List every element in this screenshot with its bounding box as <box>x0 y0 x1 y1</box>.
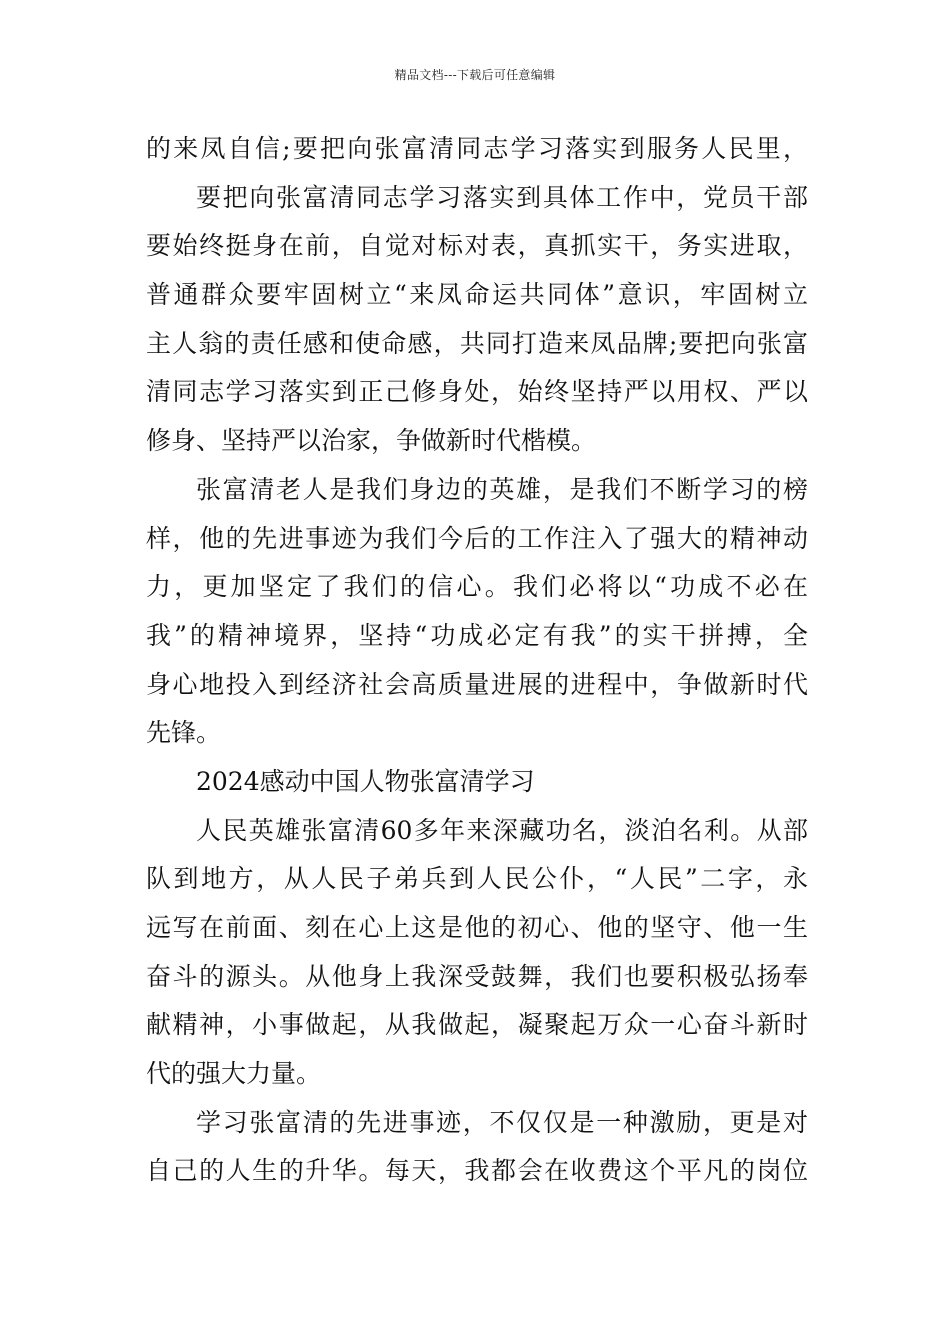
text-line: 队到地方，从人民子弟兵到人民公仆，“人民”二字，永 <box>146 864 808 894</box>
text-line: 样，他的先进事迹为我们今后的工作注入了强大的精神动 <box>146 523 808 553</box>
document-body <box>146 125 808 1196</box>
text-line: 的来凤自信;要把向张富清同志学习落实到服务人民里， <box>146 134 808 163</box>
text-line: 主人翁的责任感和使命感，共同打造来凤品牌;要把向张富 <box>146 328 808 358</box>
paragraph-start-line: 人民英雄张富清60多年来深藏功名，淡泊名利。从部 <box>196 815 808 845</box>
text-line: 奋斗的源头。从他身上我深受鼓舞，我们也要积极弘扬奉 <box>146 961 808 991</box>
paragraph-start-line: 学习张富清的先进事迹，不仅仅是一种激励，更是对 <box>196 1107 808 1137</box>
text-line: 修身、坚持严以治家，争做新时代楷模。 <box>146 426 597 456</box>
text-line: 先锋。 <box>146 718 222 748</box>
text-line: 清同志学习落实到正己修身处，始终坚持严以用权、严以 <box>146 377 808 407</box>
section-title: 2024感动中国人物张富清学习 <box>196 766 535 796</box>
text-line: 我”的精神境界，坚持“功成必定有我”的实干拼搏，全 <box>146 620 808 650</box>
text-line: 远写在前面、刻在心上这是他的初心、他的坚守、他一生 <box>146 913 808 942</box>
paragraph-start-line: 张富清老人是我们身边的英雄，是我们不断学习的榜 <box>196 474 808 504</box>
paragraph-start-line: 要把向张富清同志学习落实到具体工作中，党员干部 <box>196 182 808 212</box>
text-line: 献精神，小事做起，从我做起，凝聚起万众一心奋斗新时 <box>146 1010 808 1040</box>
page-header: 精品文档---下载后可任意编辑 <box>394 68 556 82</box>
text-line: 要始终挺身在前，自觉对标对表，真抓实干，务实进取， <box>146 231 808 261</box>
text-line: 力，更加坚定了我们的信心。我们必将以“功成不必在 <box>146 572 808 602</box>
text-line: 普通群众要牢固树立“来凤命运共同体”意识，牢固树立 <box>146 280 808 310</box>
text-line: 自己的人生的升华。每天，我都会在收费这个平凡的岗位 <box>146 1156 808 1186</box>
text-line: 身心地投入到经济社会高质量进展的进程中，争做新时代 <box>146 669 808 699</box>
text-line: 代的强大力量。 <box>146 1059 322 1089</box>
